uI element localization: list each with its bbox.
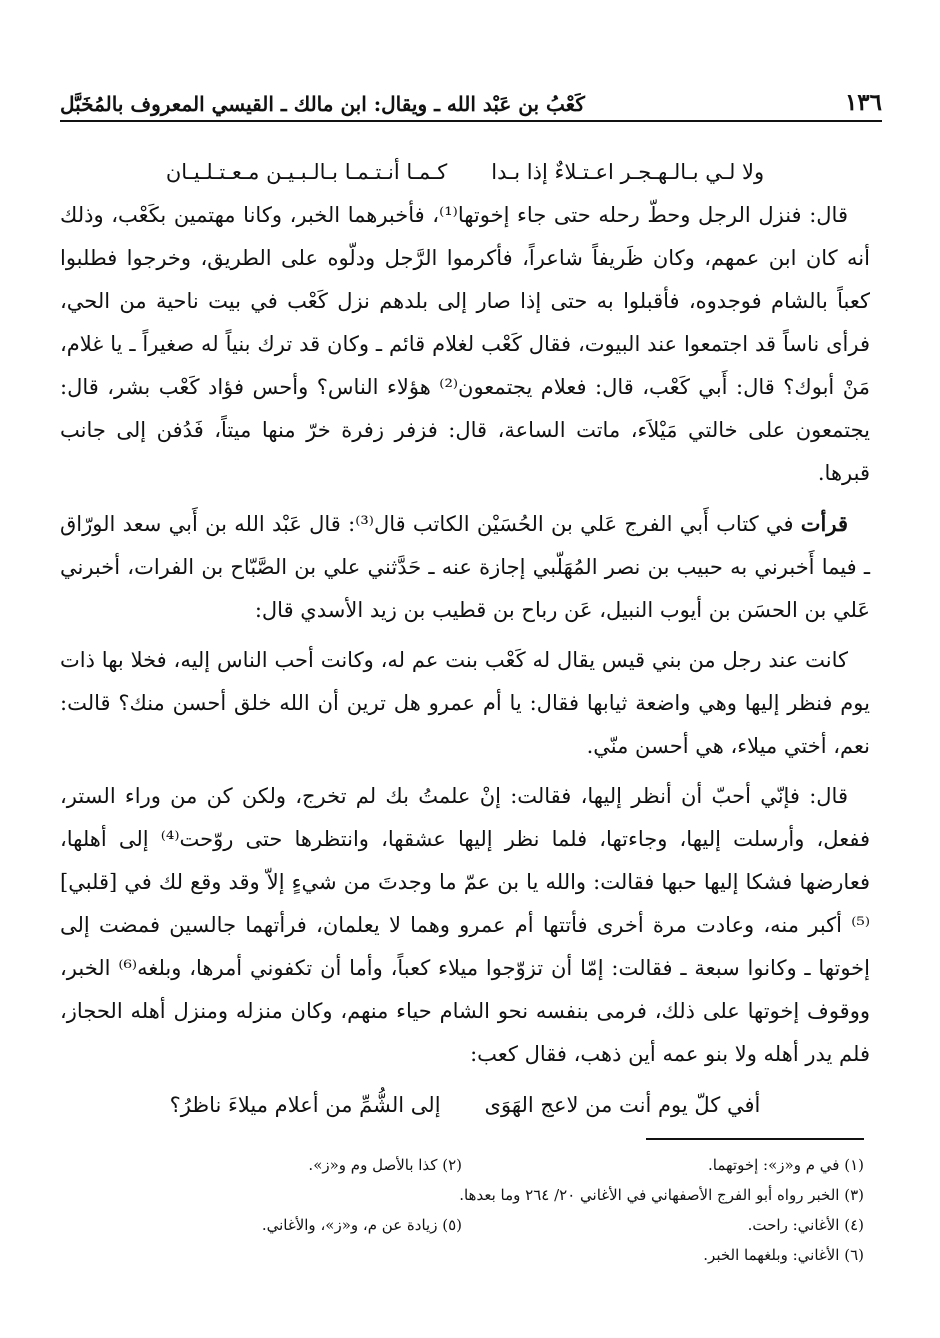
footnote-4: (٤) الأغاني: راحت. [747, 1216, 864, 1234]
footnote-2: (٢) كذا بالأصل وم و«ز». [308, 1156, 462, 1174]
footnote-6: (٦) الأغاني: وبلغهما الخبر. [703, 1246, 864, 1264]
verse-bottom [60, 1083, 870, 1127]
footnote-1: (١) في م و«ز»: إخوتهما. [708, 1156, 864, 1174]
footnote-row [60, 1210, 864, 1240]
verse-bottom-left-hemistich: إلى الشُّمِّ من أعلام ميلاءَ ناظرُ؟ [169, 1093, 441, 1117]
page-header [60, 82, 882, 122]
footnote-5: (٥) زيادة عن م، و«ز»، والأغاني. [261, 1216, 462, 1234]
verse-top-left-hemistich: كـمـا أنـتـمـا بـالـبـيـن مـعـتـلـيـان [165, 160, 448, 184]
verse-top-right-hemistich: ولا لـي بـالـهـجـر اعـتـلاءٌ إذا بـدا [491, 160, 765, 184]
footnote-divider [646, 1138, 864, 1140]
footnotes [60, 1150, 864, 1270]
page-number: ١٣٦ [844, 89, 882, 116]
verse-bottom-right-hemistich: أفي كلّ يوم أنت من لاعج الهَوَى [484, 1093, 761, 1117]
footnote-3: (٣) الخبر رواه أبو الفرج الأصفهاني في الأغاني ٢٠/ ٢٦٤ وما بعدها. [459, 1186, 864, 1204]
verse-top [60, 150, 870, 194]
paragraph-4: قال: فإنّي أحبّ أن أنظر إليها، فقالت: إنْ علمتُ بك لم تخرج، ولكن كن من وراء الستر، ففعل، وأرسلت إليها، وجاءتها، فلما نظر إليها عشقها، وانتظرها حتى روّحت⁽⁴⁾ إلى أهلها، فعارضها فشكا إليها حبها فقالت: والله يا بن عمّ ما وجدتَ من شيءٍ إلاّ وقد وقع لك في [قلبي]⁽⁵⁾ أكبر منه، وعادت مرة أخرى فأتتها أم عمرو وهما لا يعلمان، فرأتهما جالسين فمضت إلى إخوتها ـ وكانوا سبعة ـ فقالت: إمّا أن تزوّجوا ميلاء كعباً، وأما أن تكفوني أمرها، وبلغه⁽⁶⁾ الخبر، ووقوف إخوتها على ذلك، فرمى بنفسه نحو الشام حياء منهم، وكان منزله ومنزل أهله الحجاز، فلم يدر أهله ولا بنو عمه أين ذهب، فقال كعب: [60, 784, 871, 1066]
paragraph-1: قال: فنزل الرجل وحطّ رحله حتى جاء إخوتها⁽¹⁾، فأخبرهما الخبر، وكانا مهتمين بكَعْب، وذلك أنه كان ابن عمهم، وكان ظَريفاً شاعراً، فأكرموا الرَّجل ودلّوه على الطريق، وخرجوا فطلبوا كعباً بالشام فوجدوه، فأقبلوا به حتى إذا صار إلى بلدهم نزل كَعْب في بيت ناحية من الحي، فرأى ناساً قد اجتمعوا عند البيوت، فقال كَعْب لغلام قائم ـ وكان قد ترك بنياً له صغيراً ـ يا غلام، مَنْ أبوك؟ قال: أَبي كَعْب، قال: فعلام يجتمعون⁽²⁾ هؤلاء الناس؟ وأحس فؤاد كَعْب بشر، قال: يجتمعون على خالتي مَيْلاَء، ماتت الساعة، قال: فزفر زفرة خرّ منها ميتاً، فَدُفن إلى جانب قبرها. [60, 203, 870, 485]
paragraph-2-lead: قرأت [800, 511, 848, 536]
paragraph-2-text: في كتاب أَبي الفرج عَلي بن الحُسَيْن الكاتب قال⁽³⁾: قال عَبْد الله بن أَبي سعد الورّاق ـ فيما أَخبرني به حبيب بن نصر المُهَلّبي إجازة عنه ـ حَدَّثني علي بن الصَّبّاح بن الفرات، أخبرني عَلي بن الحسَن بن أيوب النبيل، عَن رباح بن قطيب بن زيد الأسدي قال: [60, 512, 870, 622]
paragraph-3: كانت عند رجل من بني قيس يقال له كَعْب بنت عم له، وكانت أحب الناس إليه، فخلا بها ذات يوم فنظر إليها وهي واضعة ثيابها فقال: يا أم عمرو هل ترين أن الله خلق أحسن منك؟ قالت: نعم، أختي ميلاء، هي أحسن منّي. [60, 648, 870, 758]
paragraph-2 [60, 502, 870, 632]
running-title: كَعْبُ بن عَبْد الله ـ ويقال: ابن مالك ـ القيسي المعروف بالمُخَبَّل [60, 92, 585, 116]
footnote-row [60, 1150, 864, 1180]
main-text [60, 150, 870, 1127]
